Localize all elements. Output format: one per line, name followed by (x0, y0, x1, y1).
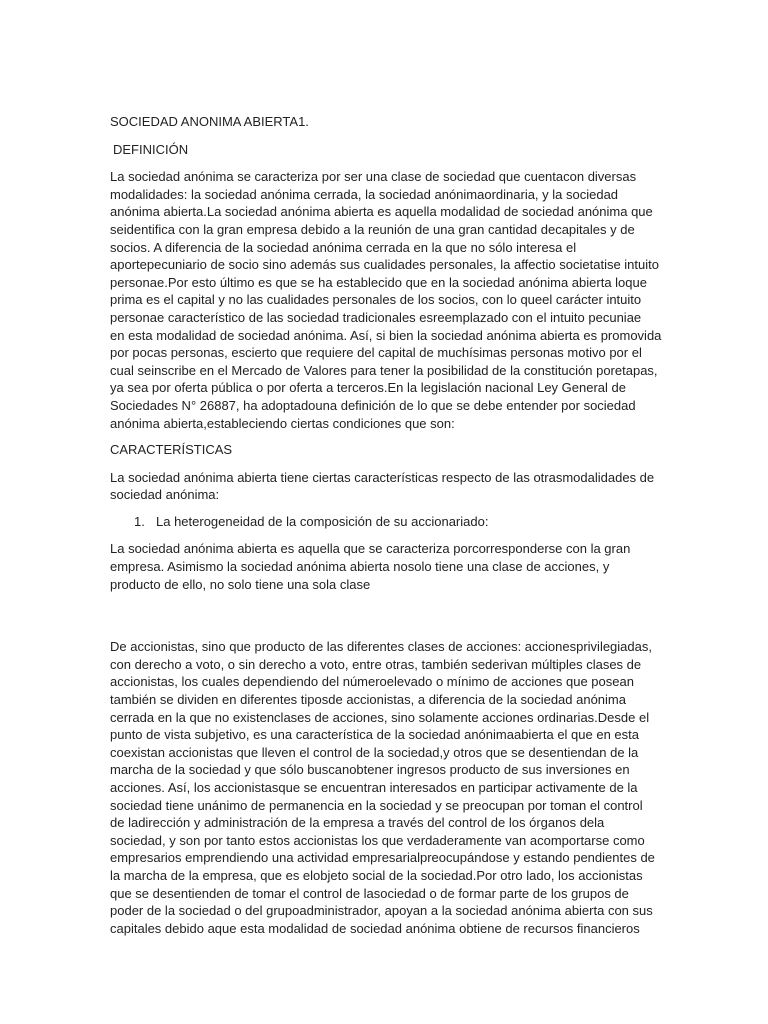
paragraph-line: la marcha de la empresa, que es elobjeto social de la sociedad.Por otro lado, los accionistas (110, 867, 643, 883)
paragraph-line: punto de vista subjetivo, es una característica de la sociedad anónimaabierta el que en esta (110, 727, 640, 743)
paragraph-line: coexistan accionistas que lleven el control de la sociedad,y otros que se desentiendan de la (110, 744, 639, 760)
heterogeneidad-paragraph (110, 540, 658, 593)
paragraph-line: por pocas personas, escierto que requiere del capital de muchísimas personas motivo por el (110, 345, 642, 361)
paragraph-line: sociedad tiene unánimo de permanencia en la sociedad y se preocupan por toman el control (110, 797, 643, 813)
paragraph-line: personae.Por esto último es que se ha establecido que en la sociedad anónima abierta loque (110, 274, 647, 290)
paragraph-line: sociedad anónima: (110, 487, 220, 503)
paragraph-line: en esta modalidad de sociedad anónima. Así, si bien la sociedad anónima abierta es promovida (110, 327, 662, 343)
paragraph-line: seidentifica con la gran empresa debido a la reunión de una gran cantidad decapitales y de (110, 221, 635, 237)
paragraph-line: con derecho a voto, o sin derecho a voto, entre otras, también sederivan múltiples clases de (110, 656, 642, 672)
paragraph-line: aportepecuniario de socio sino además sus cualidades personales, la affectio societatise intuito (110, 257, 659, 273)
paragraph-line: Sociedades N° 26887, ha adoptadouna definición de lo que se debe entender por sociedad (110, 397, 636, 413)
paragraph-line: prima es el capital y no las cualidades personales de los socios, con lo queel carácter intuito (110, 292, 642, 308)
paragraph-line: capitales debido aque esta modalidad de sociedad anónima obtiene de recursos financieros (110, 920, 640, 936)
paragraph-line: cual seinscribe en el Mercado de Valores para tener la posibilidad de la constitución poretapas, (110, 362, 658, 378)
paragraph-line: empresa. Asimismo la sociedad anónima abierta nosolo tiene una clase de acciones, y (110, 559, 610, 575)
list-item-number: 1. (134, 513, 145, 529)
paragraph-line: socios. A diferencia de la sociedad anónima cerrada en la que no sólo interesa el (110, 239, 577, 255)
list-item (110, 513, 658, 531)
paragraph-line: anónima abierta.La sociedad anónima abierta es aquella modalidad de sociedad anónima que (110, 204, 653, 220)
paragraph-line: personae característico de las sociedad tradicionales esreemplazado con el intuito pecuniae (110, 309, 642, 325)
caracteristicas-intro (110, 469, 658, 504)
paragraph-line: accionistas, los cuales dependiendo del númeroelevado o mínimo de acciones que posean (110, 674, 634, 690)
paragraph-line: poder de la sociedad o del grupoadministrador, apoyan a la sociedad anónima abierta con sus (110, 903, 653, 919)
paragraph-line: acciones. Así, los accionistasque se encuentran interesados en participar activamente de la (110, 780, 638, 795)
paragraph-line: La sociedad anónima abierta es aquella que se caracteriza porcorresponderse con la gran (110, 541, 631, 557)
caracteristicas-heading: CARACTERÍSTICAS (110, 442, 233, 458)
paragraph-line: sociedad, y son por tanto estos accionistas los que verdaderamente van acomportarse como (110, 832, 645, 848)
document-page (110, 113, 662, 946)
definicion-paragraph (110, 168, 662, 432)
paragraph-line: modalidades: la sociedad anónima cerrada, la sociedad anónimaordinaria, y la sociedad (110, 186, 619, 202)
paragraph-line: anónima abierta,estableciendo ciertas condiciones que son: (110, 415, 455, 431)
document-title: SOCIEDAD ANONIMA ABIERTA1. (110, 114, 309, 129)
paragraph-gap (110, 602, 658, 638)
paragraph-line: La sociedad anónima se caracteriza por ser una clase de sociedad que cuentacon diversas (110, 169, 637, 185)
paragraph-line: empresarios emprendiendo una actividad empresarialpreocupándose y estando pendientes de (110, 850, 655, 866)
definicion-heading: DEFINICIÓN (113, 141, 189, 157)
paragraph-line: marcha de la sociedad y que sólo buscanobtener ingresos producto de sus inversiones en (110, 762, 630, 778)
list-item-text: La heterogeneidad de la composición de su accionariado: (156, 513, 489, 529)
paragraph-line: De accionistas, sino que producto de las diferentes clases de acciones: accionesprivilegiadas, (110, 639, 652, 655)
paragraph-line: que se desentienden de tomar el control de lasociedad o de formar parte de los grupos de (110, 885, 629, 901)
paragraph-line: ya sea por oferta pública o por oferta a terceros.En la legislación nacional Ley General de (110, 380, 626, 396)
paragraph-line: cerrada en la que no existenclases de acciones, sino solamente acciones ordinarias.Desde el (110, 709, 650, 725)
accionistas-paragraph (110, 638, 658, 937)
paragraph-line: también se dividen en diferentes tiposde accionistas, a diferencia de la sociedad anónima (110, 692, 626, 708)
paragraph-line: La sociedad anónima abierta tiene ciertas características respecto de las otrasmodalidades de (110, 469, 655, 485)
paragraph-line: producto de ello, no solo tiene una sola clase (110, 576, 371, 592)
paragraph-line: de ladirección y administración de la empresa a través del control de los órganos dela (110, 815, 605, 831)
